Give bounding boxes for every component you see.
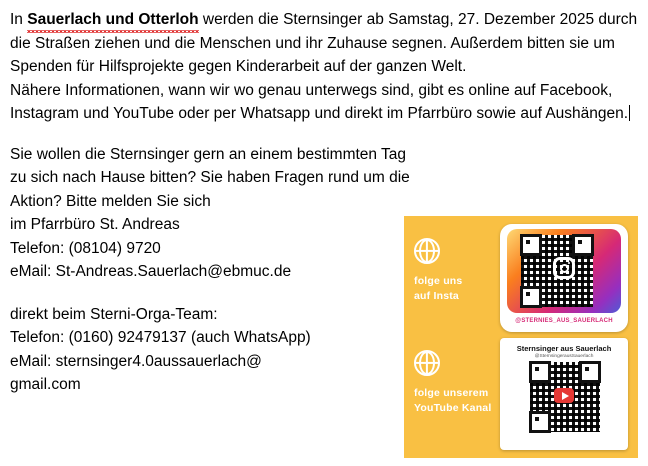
team-heading: direkt beim Sterni-Orga-Team: [10,305,218,323]
youtube-play-icon [554,388,574,403]
youtube-label-line1: folge unserem [414,387,489,399]
instagram-handle: @STERNIES_AUS_SAUERLACH [515,318,613,324]
instagram-qr-card [500,224,628,332]
youtube-qr-card [500,338,628,450]
team-email-line2: gmail.com [10,376,81,393]
instagram-icon [553,257,575,279]
parish-office-name: im Pfarrbüro St. Andreas [10,216,180,233]
social-media-poster [404,216,638,458]
team-email-line1: eMail: sternsinger4.0aussauerlach@ [10,352,262,370]
instagram-label-group [404,238,492,304]
team-phone: Telefon: (0160) 92479137 (auch WhatsApp) [10,329,311,346]
instagram-label-line2: auf Insta [414,290,459,302]
contact-question: Sie wollen die Sternsinger gern an einem bestimmten Tag zu sich nach Hause bitten? Sie haben Fragen rund um die Aktion? Bitte melden Sie sich [10,145,410,210]
paragraph-intro-line2 [10,79,638,126]
paragraph-intro [10,8,638,79]
paragraph-intro-line2-text: Nähere Informationen, wann wir wo genau unterwegs sind, gibt es online auf Facebook, Instagram und YouTube oder per Whatsapp und direkt im Pfarrbüro sowie auf Aushängen. [10,81,629,122]
youtube-label-line2: YouTube Kanal [414,402,492,414]
youtube-channel-title: Sternsinger aus Sauerlach [516,344,612,353]
paragraph-intro-prefix: In [10,11,28,28]
instagram-label-line1: folge uns [414,275,463,287]
paragraph-intro-bold: Sauerlach und Otterloh [27,8,198,32]
youtube-label-group [404,350,492,416]
parish-office-email: eMail: St-Andreas.Sauerlach@ebmuc.de [10,263,292,280]
contact-block-team [10,303,410,397]
paragraph-intro-rest: werden die Sternsinger ab Samstag, 27. Dezember 2025 durch die Straßen ziehen und die Menschen und ihr Zuhause segnen. Außerdem bitten sie um Spenden für Hilfsprojekte gegen Kinderarbeit auf der ganzen Welt. [10,11,638,75]
parish-office-phone: Telefon: (08104) 9720 [10,239,161,257]
globe-icon [414,238,440,264]
text-caret [629,105,630,121]
contact-block-parish [10,143,410,284]
instagram-gradient-frame [507,229,621,313]
globe-icon [414,350,440,376]
youtube-channel-handle: @SternsingerausSauerlach [534,354,594,359]
